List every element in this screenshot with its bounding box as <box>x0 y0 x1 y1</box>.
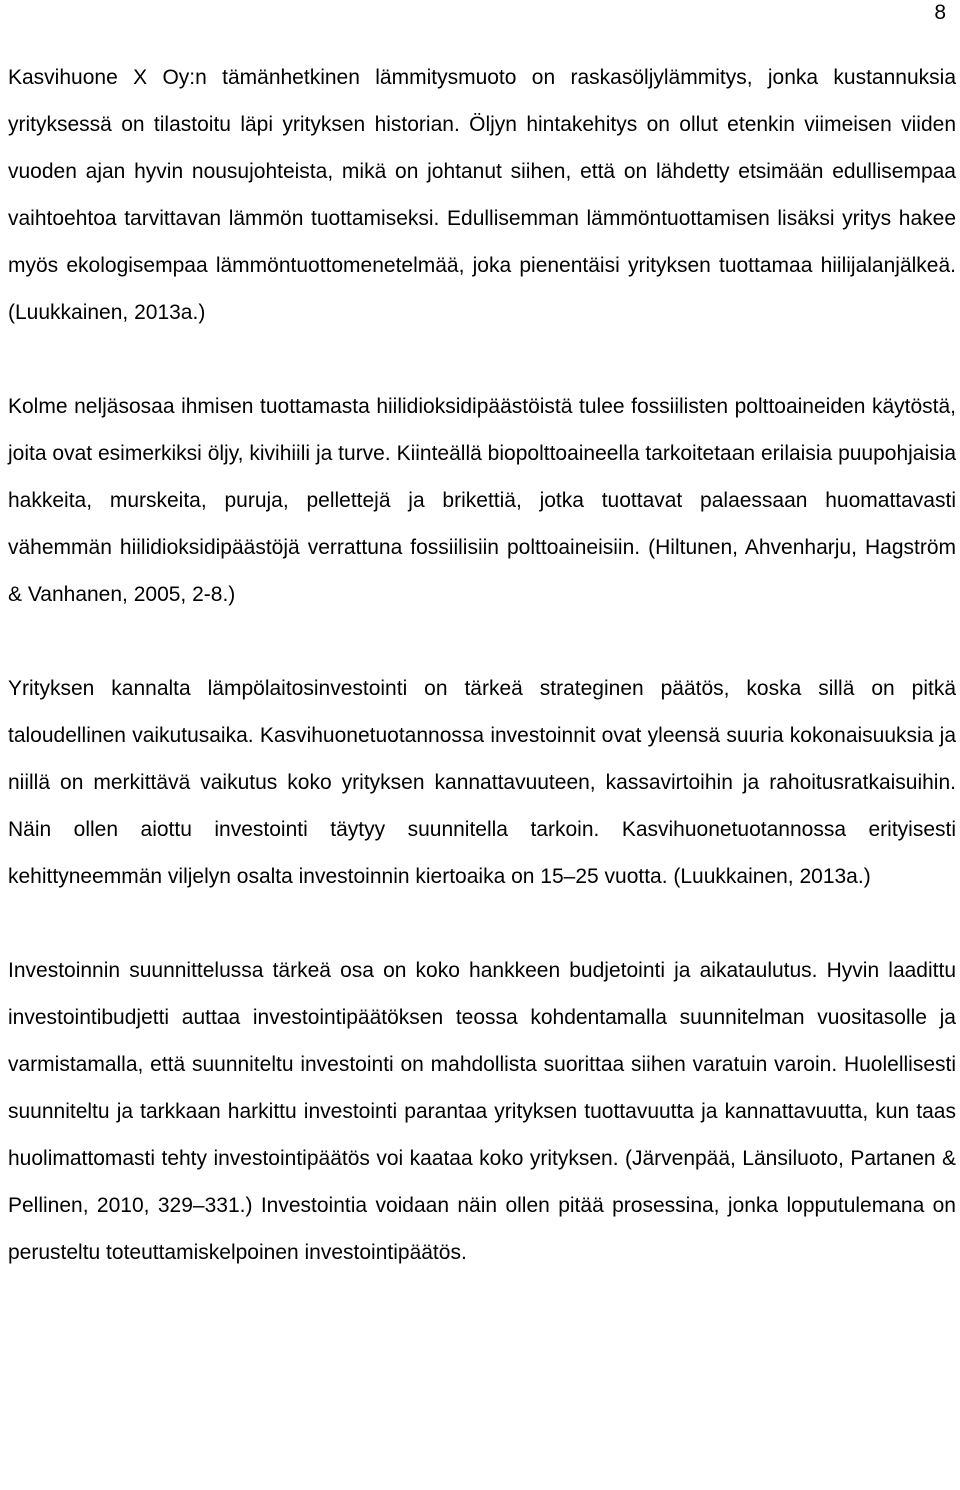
paragraph-heating-method: Kasvihuone X Oy:n tämänhetkinen lämmitysmuoto on raskasöljylämmitys, jonka kustannuksia yrityksessä on tilastoitu läpi yrityksen historian. Öljyn hintakehitys on ollut etenkin viimeisen viiden vuoden ajan hyvin nousujohteista, mikä on johtanut siihen, että on lähdetty etsimään edullisempaa vaihtoehtoa tarvittavan lämmön tuottamiseksi. Edullisemman lämmöntuottamisen lisäksi yritys hakee myös ekologisempaa lämmöntuottomenetelmää, joka pienentäisi yrityksen tuottamaa hiilijalanjälkeä. (Luukkainen, 2013a.) <box>8 66 956 324</box>
paragraph-carbon-emissions: Kolme neljäsosaa ihmisen tuottamasta hiilidioksidipäästöistä tulee fossiilisten polttoaineiden käytöstä, joita ovat esimerkiksi öljy, kivihiili ja turve. Kiinteällä biopolttoaineella tarkoitetaan erilaisia puupohjaisia hakkeita, murskeita, puruja, pellettejä ja brikettiä, jotka tuottavat palaessaan huomattavasti vähemmän hiilidioksidipäästöjä verrattuna fossiilisiin polttoaineisiin. (Hiltunen, Ahvenharju, Hagström & Vanhanen, 2005, 2-8.) <box>8 395 956 606</box>
body-text <box>8 54 956 1276</box>
paragraph-investment-budgeting: Investoinnin suunnittelussa tärkeä osa on koko hankkeen budjetointi ja aikataulutus. Hyvin laadittu investointibudjetti auttaa investointipäätöksen teossa kohdentamalla suunnitelman vuositasolle ja varmistamalla, että suunniteltu investointi on mahdollista suorittaa siihen varatuin varoin. Huolellisesti suunniteltu ja tarkkaan harkittu investointi parantaa yrityksen tuottavuutta ja kannattavuutta, kun taas huolimattomasti tehty investointipäätös voi kaataa koko yrityksen. (Järvenpää, Länsiluoto, Partanen & Pellinen, 2010, 329–331.) Investointia voidaan näin ollen pitää prosessina, jonka lopputulemana on perusteltu toteuttamiskelpoinen investointipäätös. <box>8 959 956 1264</box>
paragraph-strategic-investment: Yrityksen kannalta lämpölaitosinvestointi on tärkeä strateginen päätös, koska sillä on pitkä taloudellinen vaikutusaika. Kasvihuonetuotannossa investoinnit ovat yleensä suuria kokonaisuuksia ja niillä on merkittävä vaikutus koko yrityksen kannattavuuteen, kassavirtoihin ja rahoitusratkaisuihin. Näin ollen aiottu investointi täytyy suunnitella tarkoin. Kasvihuonetuotannossa erityisesti kehittyneemmän viljelyn osalta investoinnin kiertoaika on 15–25 vuotta. (Luukkainen, 2013a.) <box>8 677 956 888</box>
page-number: 8 <box>934 1 946 24</box>
